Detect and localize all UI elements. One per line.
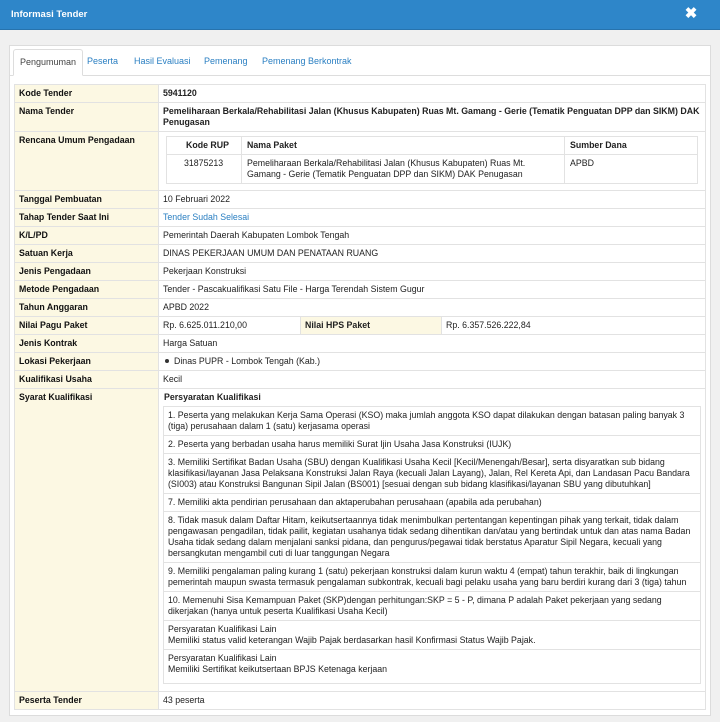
bullet-icon bbox=[165, 359, 169, 363]
value-tahun-anggaran: APBD 2022 bbox=[159, 299, 706, 317]
syarat-lain-text: Memiliki Sertifikat keikutsertaan BPJS Ketenaga kerjaan bbox=[168, 664, 388, 674]
tab-hasil-evaluasi[interactable]: Hasil Evaluasi bbox=[134, 56, 191, 66]
syarat-item: 8. Tidak masuk dalam Daftar Hitam, keikutsertaannya tidak menimbulkan pertentangan kepentingan pihak yang terkait, tidak dalam pengawasan pengadilan, tidak pailit, kegiatan usahanya tidak sedang dihentikan dan/atau yang bertindak untuk dan atas nama Badan Usaha tidak sedang dalam menjalani sanksi pidana, dan pengurus/pegawai tidak berstatus Aparatur Sipil Negara, kecuali yang bersangkutan mengambil cuti di luar tanggungan Negara bbox=[163, 511, 701, 563]
row-klpd bbox=[15, 227, 706, 245]
label-kualifikasi-usaha: Kualifikasi Usaha bbox=[15, 371, 159, 389]
rup-header-nama: Nama Paket bbox=[242, 137, 565, 155]
value-lokasi-cell bbox=[159, 353, 706, 371]
rup-header-sumber: Sumber Dana bbox=[565, 137, 698, 155]
syarat-lain-title: Persyaratan Kualifikasi Lain bbox=[168, 624, 277, 634]
syarat-item: 1. Peserta yang melakukan Kerja Sama Operasi (KSO) maka jumlah anggota KSO dapat dilakukan dengan batasan paling banyak 3 (tiga) perusahaan dalam 1 (satu) kerjasama operasi bbox=[163, 406, 701, 436]
label-peserta: Peserta Tender bbox=[15, 692, 159, 710]
syarat-heading: Persyaratan Kualifikasi bbox=[164, 392, 261, 402]
row-satuan-kerja bbox=[15, 245, 706, 263]
rup-header-kode: Kode RUP bbox=[167, 137, 242, 155]
syarat-lain-item bbox=[163, 620, 701, 650]
syarat-item: 7. Memiliki akta pendirian perusahaan dan aktaperubahan perusahaan (apabila ada perubahan) bbox=[163, 493, 701, 512]
value-pagu: Rp. 6.625.011.210,00 bbox=[159, 317, 301, 334]
value-hps: Rp. 6.357.526.222,84 bbox=[446, 320, 531, 330]
label-satuan-kerja: Satuan Kerja bbox=[15, 245, 159, 263]
tab-pemenang[interactable]: Pemenang bbox=[204, 56, 248, 66]
syarat-item: 10. Memenuhi Sisa Kemampuan Paket (SKP)dengan perhitungan:SKP = 5 - P, dimana P adalah Paket pekerjaan yang sedang dikerjakan (hanya untuk peserta Kualifikasi Usaha Kecil) bbox=[163, 591, 701, 621]
value-pagu-cell bbox=[159, 317, 706, 335]
row-tahap bbox=[15, 209, 706, 227]
rup-header-row bbox=[167, 137, 698, 155]
row-syarat bbox=[15, 389, 706, 692]
row-tanggal bbox=[15, 191, 706, 209]
value-rup bbox=[159, 132, 706, 191]
label-lokasi: Lokasi Pekerjaan bbox=[15, 353, 159, 371]
tab-pengumuman[interactable]: Pengumuman bbox=[13, 49, 83, 76]
value-peserta: 43 peserta bbox=[159, 692, 706, 710]
row-jenis-kontrak bbox=[15, 335, 706, 353]
tahap-link[interactable]: Tender Sudah Selesai bbox=[163, 212, 250, 222]
value-kualifikasi-usaha: Kecil bbox=[159, 371, 706, 389]
syarat-item: 9. Memiliki pengalaman paling kurang 1 (satu) pekerjaan konstruksi dalam kurun waktu 4 (empat) tahun terakhir, baik di lingkungan pemerintah maupun swasta termasuk pengalaman subkontrak, kecuali bagi pelaku usaha yang baru berdiri kurang dari 3 (tiga) tahun bbox=[163, 562, 701, 592]
row-metode bbox=[15, 281, 706, 299]
syarat-item: 2. Peserta yang berbadan usaha harus memiliki Surat Ijin Usaha Jasa Konstruksi (IUJK) bbox=[163, 435, 701, 454]
label-klpd: K/L/PD bbox=[15, 227, 159, 245]
dialog-titlebar bbox=[0, 0, 720, 30]
row-kualifikasi-usaha bbox=[15, 371, 706, 389]
label-hps: Nilai HPS Paket bbox=[301, 317, 442, 334]
value-lokasi: Dinas PUPR - Lombok Tengah (Kab.) bbox=[174, 356, 321, 366]
rup-sumber: APBD bbox=[565, 155, 698, 184]
value-kode-tender: 5941120 bbox=[159, 85, 706, 103]
row-tahun-anggaran bbox=[15, 299, 706, 317]
label-rup: Rencana Umum Pengadaan bbox=[15, 132, 159, 191]
value-satuan-kerja: DINAS PEKERJAAN UMUM DAN PENATAAN RUANG bbox=[159, 245, 706, 263]
label-kode-tender: Kode Tender bbox=[15, 85, 159, 103]
tab-bar bbox=[10, 46, 710, 76]
syarat-lain-title: Persyaratan Kualifikasi Lain bbox=[168, 653, 277, 663]
tab-peserta[interactable]: Peserta bbox=[87, 56, 119, 66]
rup-table bbox=[166, 136, 698, 184]
row-rup bbox=[15, 132, 706, 191]
value-metode: Tender - Pascakualifikasi Satu File - Harga Terendah Sistem Gugur bbox=[159, 281, 706, 299]
label-nama-tender: Nama Tender bbox=[15, 103, 159, 132]
rup-row bbox=[167, 155, 698, 184]
value-klpd: Pemerintah Daerah Kabupaten Lombok Tengah bbox=[159, 227, 706, 245]
label-pagu: Nilai Pagu Paket bbox=[15, 317, 159, 335]
row-lokasi bbox=[15, 353, 706, 371]
label-jenis-kontrak: Jenis Kontrak bbox=[15, 335, 159, 353]
value-syarat bbox=[159, 389, 706, 692]
row-jenis-pengadaan bbox=[15, 263, 706, 281]
label-tanggal: Tanggal Pembuatan bbox=[15, 191, 159, 209]
rup-kode: 31875213 bbox=[167, 155, 242, 184]
label-syarat: Syarat Kualifikasi bbox=[15, 389, 159, 692]
tab-pemenang-berkontrak[interactable]: Pemenang Berkontrak bbox=[262, 56, 352, 66]
label-metode: Metode Pengadaan bbox=[15, 281, 159, 299]
syarat-lain-item bbox=[163, 649, 701, 684]
tab-panel bbox=[9, 45, 711, 716]
tender-info-table bbox=[14, 84, 706, 710]
row-peserta bbox=[15, 692, 706, 710]
label-jenis-pengadaan: Jenis Pengadaan bbox=[15, 263, 159, 281]
syarat-lain-text: Memiliki status valid keterangan Wajib Pajak berdasarkan hasil Konfirmasi Status Wajib Pajak. bbox=[168, 635, 536, 645]
syarat-item: 3. Memiliki Sertifikat Badan Usaha (SBU) dengan Kualifikasi Usaha Kecil [Kecil/Menengah/Besar], serta disyaratkan sub bidang klasifikasi/layanan Jasa Pelaksana Konstruksi Jalan Raya (kecuali Jalan Layang), Jalan, Rel Kereta Api, dan Landasan Pacu Bandara (SI003) atau Konstruksi Bangunan Sipil Jalan (BS001) [sesuai dengan sub bidang klasifikasi/layanan SBU yang dibutuhkan] bbox=[163, 453, 701, 494]
dialog-body bbox=[0, 30, 720, 722]
value-tanggal: 10 Februari 2022 bbox=[159, 191, 706, 209]
row-nama-tender bbox=[15, 103, 706, 132]
close-icon[interactable]: ✖ bbox=[684, 5, 698, 22]
rup-nama: Pemeliharaan Berkala/Rehabilitasi Jalan (Khusus Kabupaten) Ruas Mt. Gamang - Gerie (Tematik Penguatan DPP dan SIKM) DAK Penugasan bbox=[242, 155, 565, 184]
value-nama-tender: Pemeliharaan Berkala/Rehabilitasi Jalan (Khusus Kabupaten) Ruas Mt. Gamang - Gerie (Tematik Penguatan DPP dan SIKM) DAK Penugasan bbox=[159, 103, 706, 132]
label-tahun-anggaran: Tahun Anggaran bbox=[15, 299, 159, 317]
value-jenis-kontrak: Harga Satuan bbox=[159, 335, 706, 353]
value-jenis-pengadaan: Pekerjaan Konstruksi bbox=[159, 263, 706, 281]
dialog-title: Informasi Tender bbox=[11, 9, 88, 20]
label-tahap: Tahap Tender Saat Ini bbox=[15, 209, 159, 227]
row-kode-tender bbox=[15, 85, 706, 103]
row-pagu bbox=[15, 317, 706, 335]
